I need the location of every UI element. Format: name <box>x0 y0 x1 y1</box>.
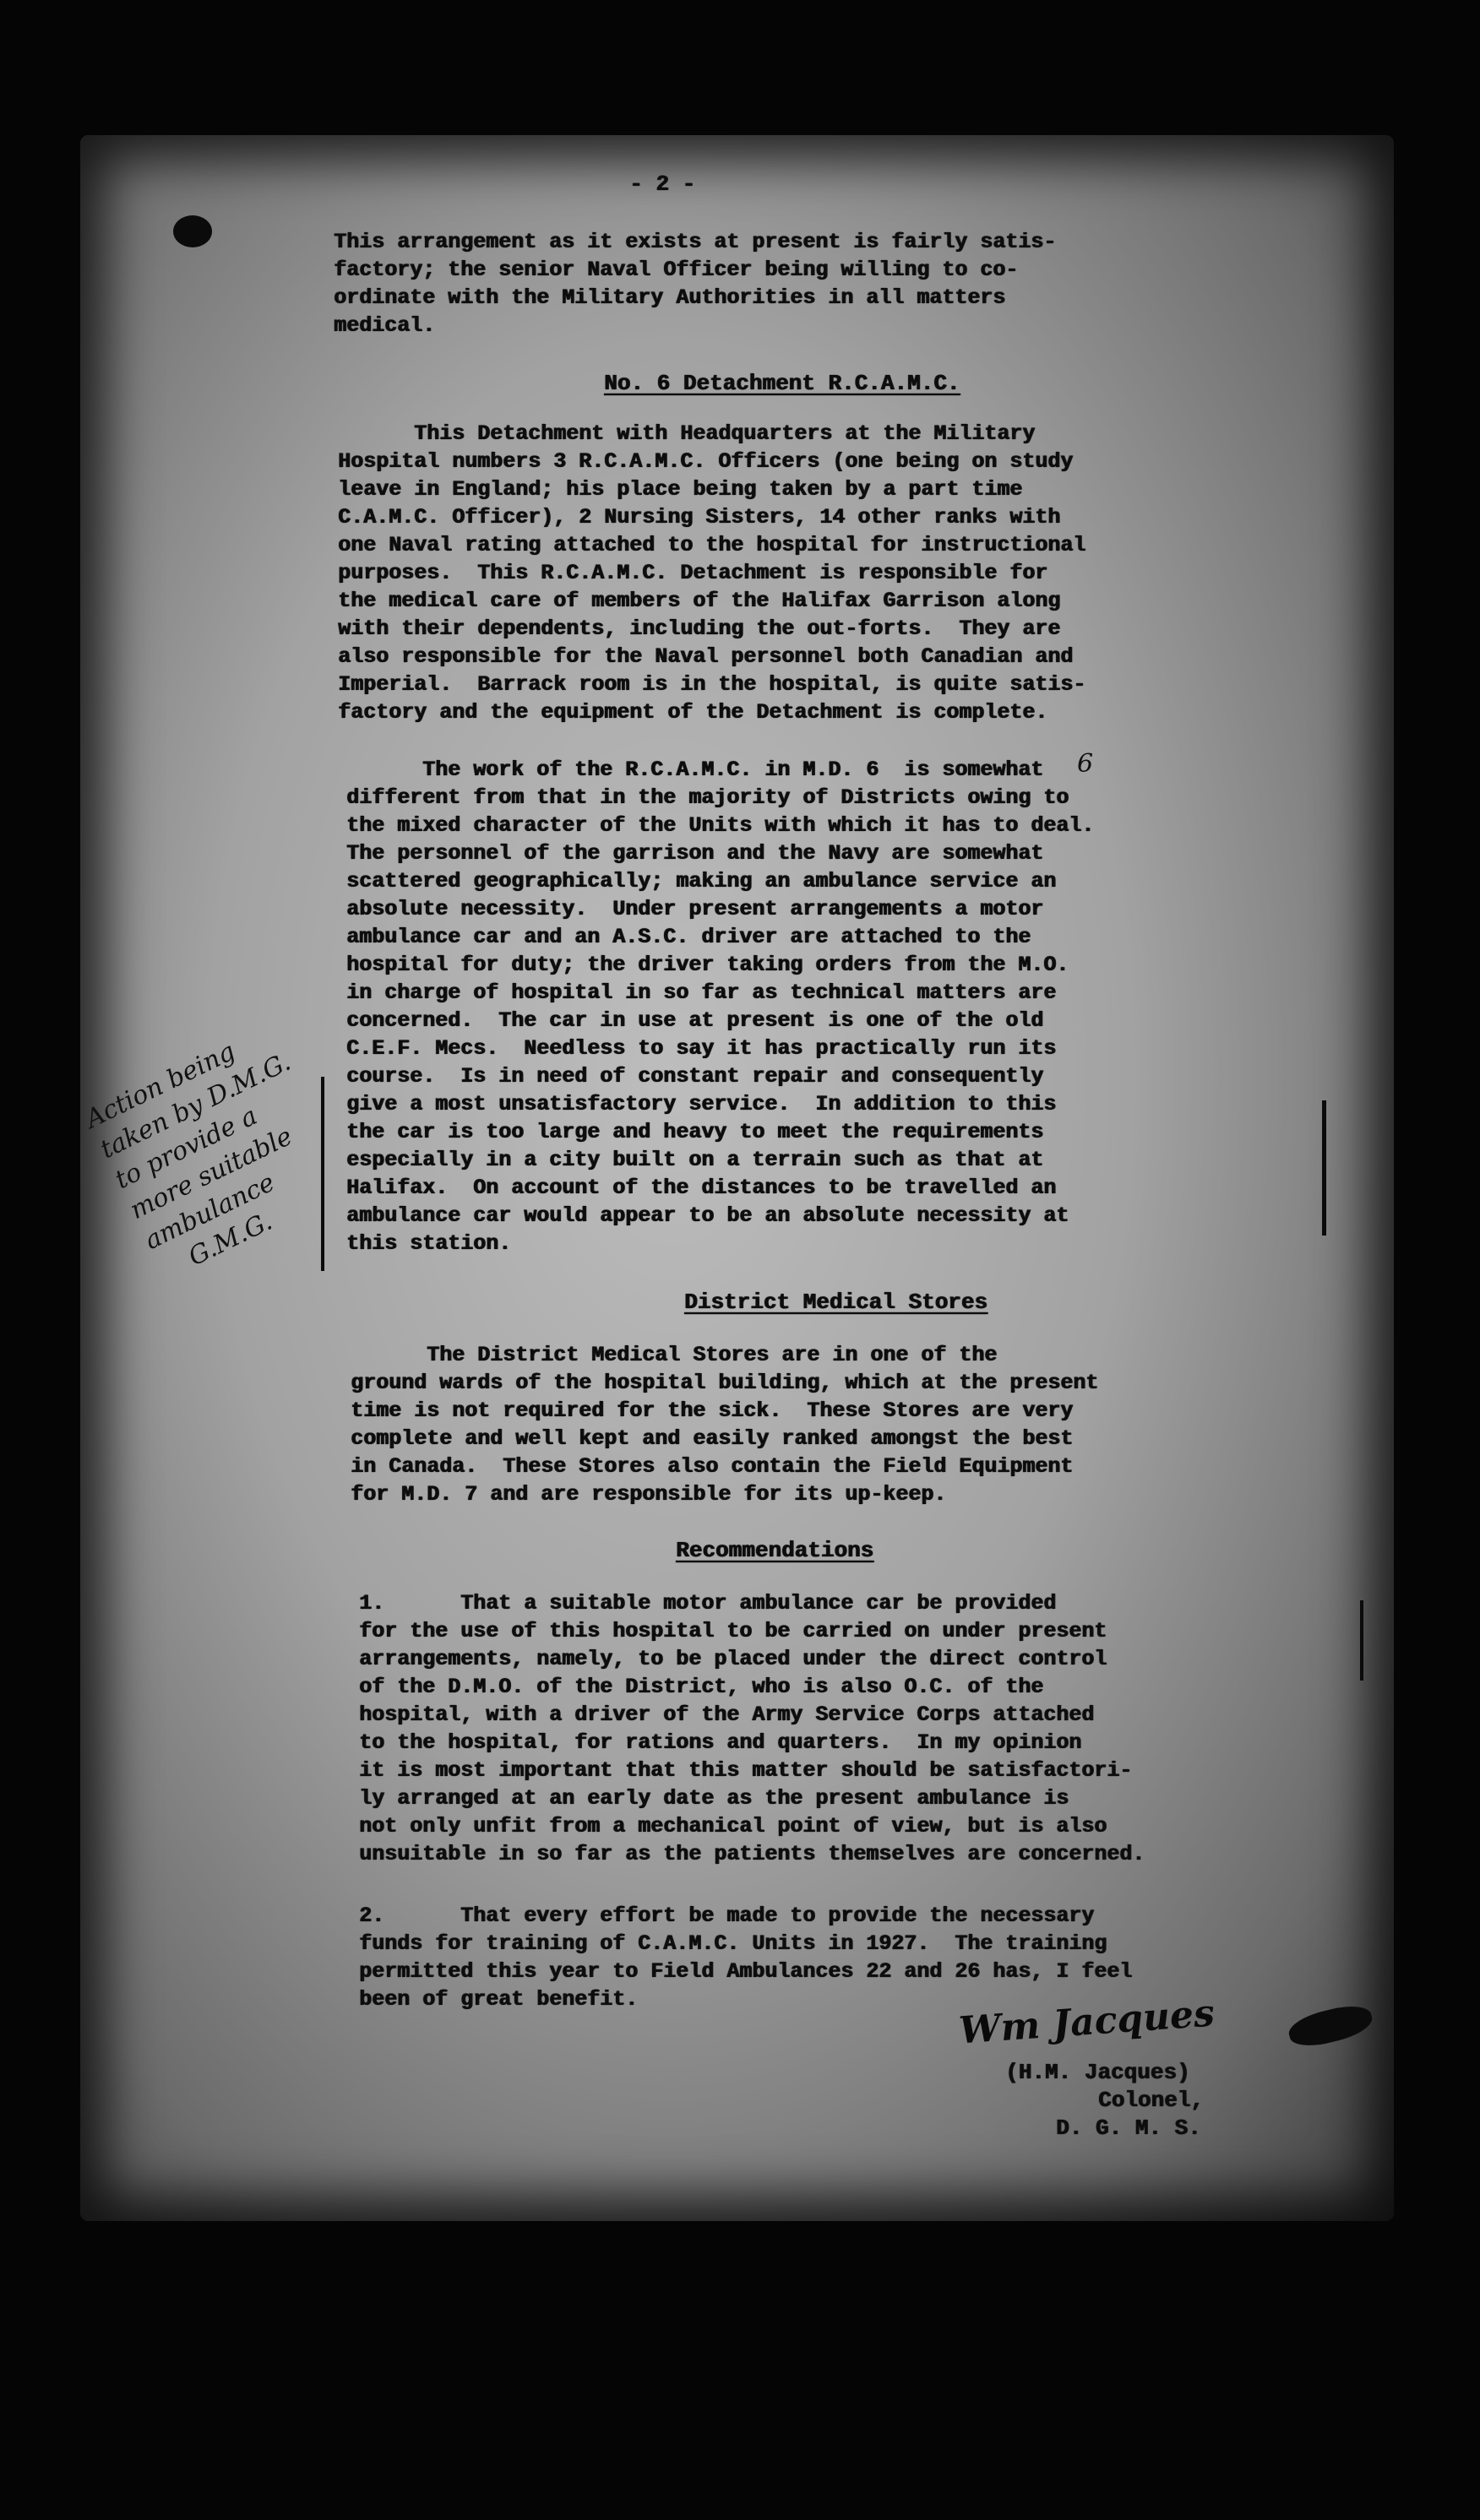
margin-line-left <box>321 1077 324 1271</box>
detachment-paragraph: This Detachment with Headquarters at the Military Hospital numbers 3 R.C.A.M.C. Officers (one being on study leave in England; his place being taken by a part time C.A.M.C. Officer), 2 Nursing Sisters, 14 other ranks with one Naval rating attached to the hospital for instructional purposes. This R.C.A.M.C. Detachment is responsible for the medical care of members of the Halifax Garrison along with their dependents, including the out-forts. They are also responsible for the Naval personnel both Canadian and Imperial. Barrack room is in the hospital, is quite satis- factory and the equipment of the Detachment is complete. <box>338 421 1086 725</box>
margin-line-rec1 <box>1360 1600 1363 1681</box>
signature-title: D. G. M. S. <box>1056 2115 1201 2141</box>
signature-rank: Colonel, <box>1098 2088 1204 2113</box>
stores-paragraph: The District Medical Stores are in one of the ground wards of the hospital building, which at the present time is not required for the sick. These Stores are very complete and well kept and easily ranked amongst the best in Canada. These Stores also contain the Field Equipment for M.D. 7 and are responsible for its up-keep. <box>351 1343 1099 1507</box>
ink-blot-signature <box>1286 2000 1375 2051</box>
recommendation-2: 2. That every effort be made to provide the necessary funds for training of C.A.M.C. Units in 1927. The training permitted this year to Field Ambulances 22 and 26 has, I feel been of great benefit. <box>359 1904 1133 2012</box>
page-number: - 2 - <box>629 171 696 197</box>
intro-paragraph: This arrangement as it exists at present is fairly satis- factory; the senior Naval Officer being willing to co- ordinate with the Military Authorities in all matters medical. <box>334 230 1057 338</box>
margin-handwritten-note: Action being taken by D.M.G. to provide a more suitable ambulance G.M.G. <box>80 1036 297 1287</box>
ambulance-paragraph: The work of the R.C.A.M.C. in M.D. 6 is somewhat different from that in the majority of Districts owing to the mixed character of the Units with which it has to deal. The personnel of the garrison and the Navy are somewhat scattered geographically; making an ambulance service an absolute necessity. Under present arrangements a motor ambulance car and an A.S.C. driver are attached to the hospital for duty; the driver taking orders from the M.O. in charge of hospital in so far as technical matters are concerned. The car in use at present is one of the old C.E.F. Mecs. Needless to say it has practically run its course. Is in need of constant repair and consequently give a most unsatisfactory service. In addition to this the car is too large and heavy to meet the requirements especially in a city built on a terrain such as that at Halifax. On account of the distances to be travelled an ambulance car would appear to be an absolute necessity at this station. <box>346 758 1095 1256</box>
section-heading-recommendations: Recommendations <box>676 1538 874 1563</box>
handwritten-signature: Wm Jacques <box>957 1991 1216 2053</box>
margin-line-right <box>1322 1100 1326 1236</box>
section-heading-stores: District Medical Stores <box>684 1290 988 1315</box>
section-heading-detachment: No. 6 Detachment R.C.A.M.C. <box>604 371 960 396</box>
signature-name: (H.M. Jacques) <box>1005 2060 1190 2085</box>
handwritten-digit: 6 <box>1077 749 1094 779</box>
ink-blot <box>173 215 212 247</box>
paper-sheet <box>80 135 1394 2221</box>
recommendation-1: 1. That a suitable motor ambulance car be provided for the use of this hospital to be carried on under present arrangements, namely, to be placed under the direct control of the D.M.O. of the District, who is also O.C. of the hospital, with a driver of the Army Service Corps attached to the hospital, for rations and quarters. In my opinion it is most important that this matter should be satisfactori- ly arranged at an early date as the present ambulance is not only unfit from a mechanical point of view, but is also unsuitable in so far as the patients themselves are concerned. <box>359 1591 1145 1866</box>
